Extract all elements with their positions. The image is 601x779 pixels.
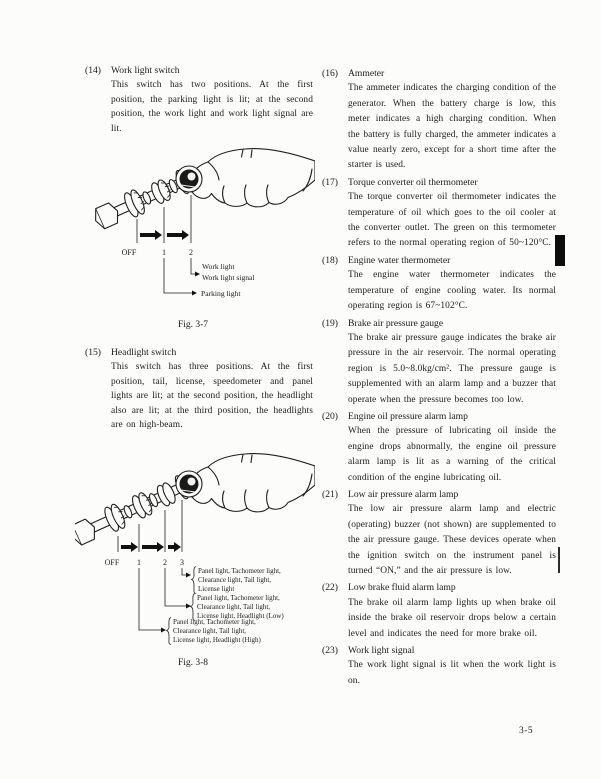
arrow-1-to-2 (167, 230, 189, 240)
group3-line1: Panel light, Tachometer light, (198, 567, 281, 575)
item-body: The engine water thermometer indicates the temperature of engine cooling water. Its normal operating region is 67~102°C. (348, 270, 556, 312)
item-15 (85, 346, 313, 432)
figure-3-8 (75, 448, 315, 676)
left-column-item-15 (85, 346, 313, 433)
item-body: The brake oil alarm lamp lights up when brake oil inside the brake oil reservoir drops below a certain level and indicates the need for more brake oil. (348, 597, 556, 639)
item-number: (23) (322, 645, 338, 657)
item-body: This switch has two positions. At the first position, the parking light is lit; at the second position, the work light and work light signal are lit. (111, 80, 313, 134)
left-column (85, 64, 313, 137)
item-18 (322, 253, 556, 315)
label-work-light: Work light (202, 262, 235, 271)
item-21 (322, 487, 556, 579)
item-number: (21) (322, 488, 338, 500)
item-title: Engine water thermometer (348, 254, 451, 266)
position-label-3: 3 (180, 558, 184, 567)
work-light-switch-illustration (75, 147, 315, 339)
item-number: (15) (85, 347, 101, 358)
figure-3-7-caption: Fig. 3-7 (177, 320, 209, 330)
hand-illustration (190, 149, 315, 207)
position-label-off: OFF (121, 248, 137, 257)
position-label-1: 1 (162, 248, 166, 257)
right-column (322, 66, 556, 690)
item-number: (14) (85, 65, 101, 76)
switch-knob (176, 471, 202, 497)
position-label-1: 1 (137, 558, 141, 567)
arrow-2-to-3 (168, 542, 181, 552)
item-title: Low air pressure alarm lamp (348, 488, 459, 500)
arrow-off-to-1 (140, 230, 162, 240)
position-label-off: OFF (104, 558, 120, 567)
group2-line1: Panel light, Tachometer light, (197, 594, 280, 602)
item-number: (17) (322, 176, 338, 188)
item-number: (16) (322, 68, 338, 79)
item-title: Torque converter oil thermometer (348, 176, 478, 188)
page-number: 3-5 (519, 726, 534, 736)
switch-knob (176, 166, 202, 192)
arrow-off-to-1 (121, 542, 138, 552)
group3-line3: License light (198, 585, 235, 593)
figure-3-8-caption: Fig. 3-8 (177, 658, 209, 668)
item-19 (322, 316, 556, 408)
item-body: The brake air pressure gauge indicates the brake air pressure in the air reservoir. The normal operating region is 5.0~8.0kg/cm². The pressure gauge is supplemented with an alarm lamp and a buzzer that operate when the pressure becomes too low. (348, 332, 556, 405)
item-title: Low brake fluid alarm lamp (348, 582, 456, 594)
item-body: The low air pressure alarm lamp and electric (operating) buzzer (not shown) are supplemented to the air pressure gauge. These devices operate when the ignition switch on the instrument panel is turned “ON,” and the air pressure is low. (348, 504, 556, 576)
arrow-1-to-2 (142, 542, 164, 552)
item-body: The torque converter oil thermometer indicates the temperature of oil which goes to the oil cooler at the converter outlet. The green on this termometer refers to the normal operating region of 50~120°C. (348, 192, 556, 249)
item-title: Ammeter (348, 68, 385, 79)
label-parking-light: Parking light (201, 289, 241, 298)
position-label-2: 2 (163, 558, 167, 567)
item-body: The work light signal is lit when the work light is on. (348, 660, 556, 686)
item-20 (322, 409, 556, 486)
scan-artifact-thin-line (558, 547, 560, 573)
headlight-switch-illustration (75, 448, 315, 676)
label-pointers (164, 258, 200, 296)
figure-3-7 (75, 147, 315, 339)
item-body: The ammeter indicates the charging condition of the generator. When the battery charge is low, this meter indicates a high charging condition. When the battery is fully charged, the ammeter indicates a value nearly zero, except for a short time after the starter is used. (348, 83, 556, 171)
item-number: (19) (322, 317, 338, 329)
item-22 (322, 580, 556, 642)
item-title: Headlight switch (111, 347, 177, 358)
label-work-light-signal: Work light signal (202, 273, 255, 282)
group1-line3: License light, Headlight (High) (173, 636, 261, 644)
item-number: (20) (322, 410, 338, 422)
hex-nut (91, 201, 122, 231)
item-title: Brake air pressure gauge (348, 317, 444, 329)
group3-line2: Clearance light, Tail light, (198, 576, 272, 584)
scan-artifact-black-mark (555, 235, 565, 266)
item-23 (322, 643, 556, 689)
item-body: When the pressure of lubricating oil inside the engine drops abnormally, the engine oil pressure alarm lamp is lit as a warning of the critical condition of the engine lubricating oil. (348, 426, 556, 483)
item-number: (22) (322, 582, 338, 594)
item-title: Engine oil pressure alarm lamp (348, 410, 468, 422)
item-number: (18) (322, 254, 338, 266)
group1-line2: Clearance light, Tail light, (173, 627, 247, 635)
item-16 (322, 66, 556, 174)
item-title: Work light signal (348, 645, 415, 657)
group2-line3: License light, Headlight (Low) (197, 612, 284, 620)
group1-line1: Panel light, Tachometer light, (173, 618, 256, 626)
item-body: This switch has three positions. At the first position, tail, license, speedometer and panel lights are lit; at the second position, the headlight also are lit; at the third position, the headlights are on high-beam. (111, 362, 313, 431)
position-label-2: 2 (189, 248, 193, 257)
item-17 (322, 175, 556, 252)
group2-line2: Clearance light, Tail light, (197, 603, 271, 611)
item-title: Work light switch (111, 65, 180, 76)
hand-illustration (190, 454, 315, 512)
switch-stalk (75, 473, 192, 548)
item-14 (85, 64, 313, 136)
